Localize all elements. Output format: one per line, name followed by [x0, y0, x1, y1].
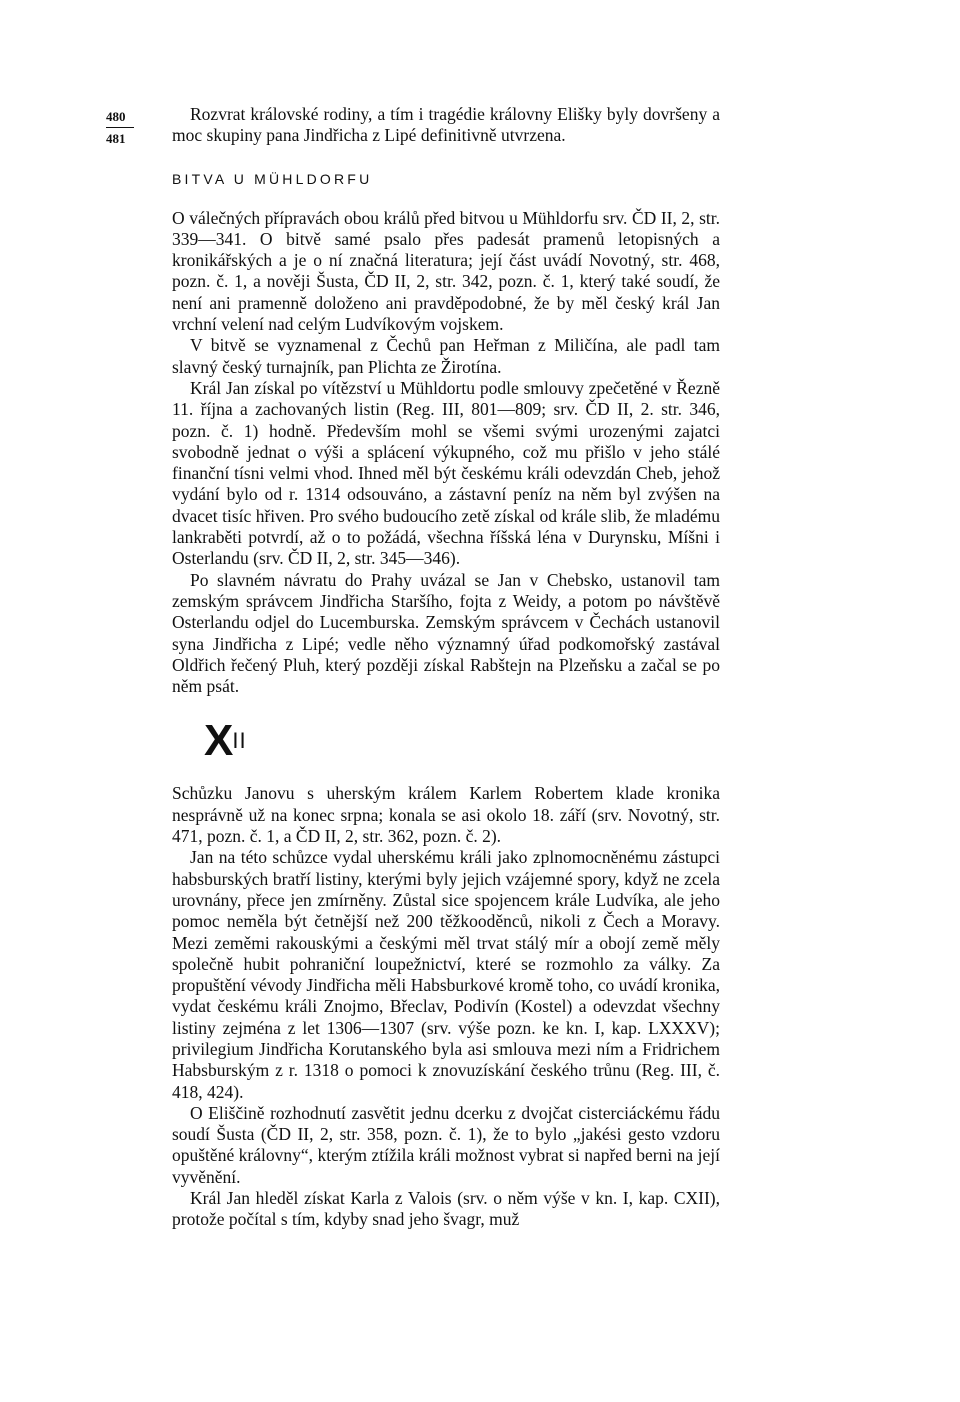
chapter-mark-x: X	[204, 716, 233, 766]
chapter-paragraph-4: Král Jan hleděl získat Karla z Valois (srv. o něm výše v kn. I, kap. CXII), protože počítal s tím, kdyby snad jeho švagr, muž	[172, 1188, 720, 1230]
section-heading: BITVA U MÜHLDORFU	[172, 170, 373, 187]
chapter-paragraph-1: Schůzku Janovu s uherským králem Karlem Robertem klade kronika nesprávně už na konec srpna; konala se asi okolo 18. září (srv. Novotný, str. 471, pozn. č. 1, a ČD II, 2, str. 362, pozn. č. 2).	[172, 783, 720, 847]
page-number-bottom: 481	[106, 131, 126, 146]
chapter-mark-numeral: II	[232, 728, 247, 754]
chapter-paragraph-2: Jan na této schůzce vydal uherskému králi jako zplnomocněnému zástupci habsburských bratří listiny, kterými byly jejich vzájemné spory, když ne zcela urovnány, přece jen zmírněny. Zůstal sice spojencem krále Ludvíka, ale jeho pomoc neměla být četnější než 200 těžkooděnců, nikoli z Čech a Moravy. Mezi zeměmi rakouskými a českými měl trvat stálý mír a obojí země měly společně hubit pohraniční loupežnictví, které se rozmohlo za války. Za propuštění vévody Jindřicha měli Habsburkové kromě toho, co uvádí kronika, vydat českému králi Znojmo, Břeclav, Podivín (Kostel) a odevzdat všechny listiny zejména z let 1306—1307 (srv. výše pozn. ke kn. I, kap. LXXXV); privilegium Jindřicha Korutanského byla asi smlouva mezi ním a Fridrichem Habsburským z r. 1318 o pomoci k znovuzískání českého trůnu (Reg. III, č. 418, 424).	[172, 847, 720, 1102]
page-number-top: 480	[106, 106, 134, 128]
chapter-paragraph-3: O Eliščině rozhodnutí zasvětit jednu dcerku z dvojčat cisterciáckému řádu soudí Šusta (ČD II, 2, str. 358, pozn. č. 1), že to bylo „jakési gesto vzdoru opuštěné královny“, kterým ztížila králi možnost vybrat si napřed berni na její vyvěnění.	[172, 1102, 720, 1187]
chapter-body	[172, 783, 720, 1230]
chapter-mark	[204, 717, 720, 765]
section-paragraph-2: V bitvě se vyznamenal z Čechů pan Heřman z Miličína, ale padl tam slavný český turnajník, pan Plichta ze Žirotína.	[172, 335, 720, 377]
intro-paragraph: Rozvrat královské rodiny, a tím i tragédie královny Elišky byly dovršeny a moc skupiny pana Jindřicha z Lipé definitivně utvrzena.	[172, 104, 720, 146]
section-paragraph-4: Po slavném návratu do Prahy uvázal se Jan v Chebsko, ustanovil tam zemským správcem Jindřicha Staršího, fojta z Weidy, a potom po návštěvě Osterlandu odjel do Lucemburska. Zemským správcem v Čechách ustanovil syna Jindřicha z Lipé; vedle něho významný úřad podkomořský zastával Oldřich řečený Pluh, který později získal Rabštejn na Plzeňsku a začal se po něm psát.	[172, 569, 720, 697]
section-body	[172, 208, 720, 698]
page-numbers	[106, 106, 146, 149]
section-paragraph-3: Král Jan získal po vítězství u Mühldortu podle smlouvy zpečetěné v Řezně 11. října a zachovaných listin (Reg. III, 801—809; srv. ČD II, 2. str. 346, pozn. č. 1) hodně. Především mohl se všemi svými urozenými zajatci svobodně jednat o výši a splácení výkupného, což mu přišlo v jeho stálé finanční tísni velmi vhod. Ihned měl být českému králi odevzdán Cheb, jehož vydání bylo od r. 1314 odsouváno, a zástavní peníz na něm byl zvýšen na dvacet tisíc hřiven. Pro svého budoucího zetě získal od krále slib, že mladému lankraběti potvrdí, až o to požádá, všechna říšská léna v Durynsku, Míšni i Osterlandu (srv. ČD II, 2, str. 345—346).	[172, 377, 720, 569]
page-content	[172, 104, 720, 1231]
section-paragraph-1: O válečných přípravách obou králů před bitvou u Mühldorfu srv. ČD II, 2, str. 339—341. O bitvě samé psalo přes padesát pramenů letopisných a kronikářských a je o ní značná literatura; její část uvádí Novotný, str. 468, pozn. č. 1, a nověji Šusta, ČD II, 2, str. 342, pozn. č. 1, který také soudí, že není ani pramenně doloženo ani pravděpodobné, že by měl český král Jan vrchní velení nad celým Ludvíkovým vojskem.	[172, 207, 720, 335]
